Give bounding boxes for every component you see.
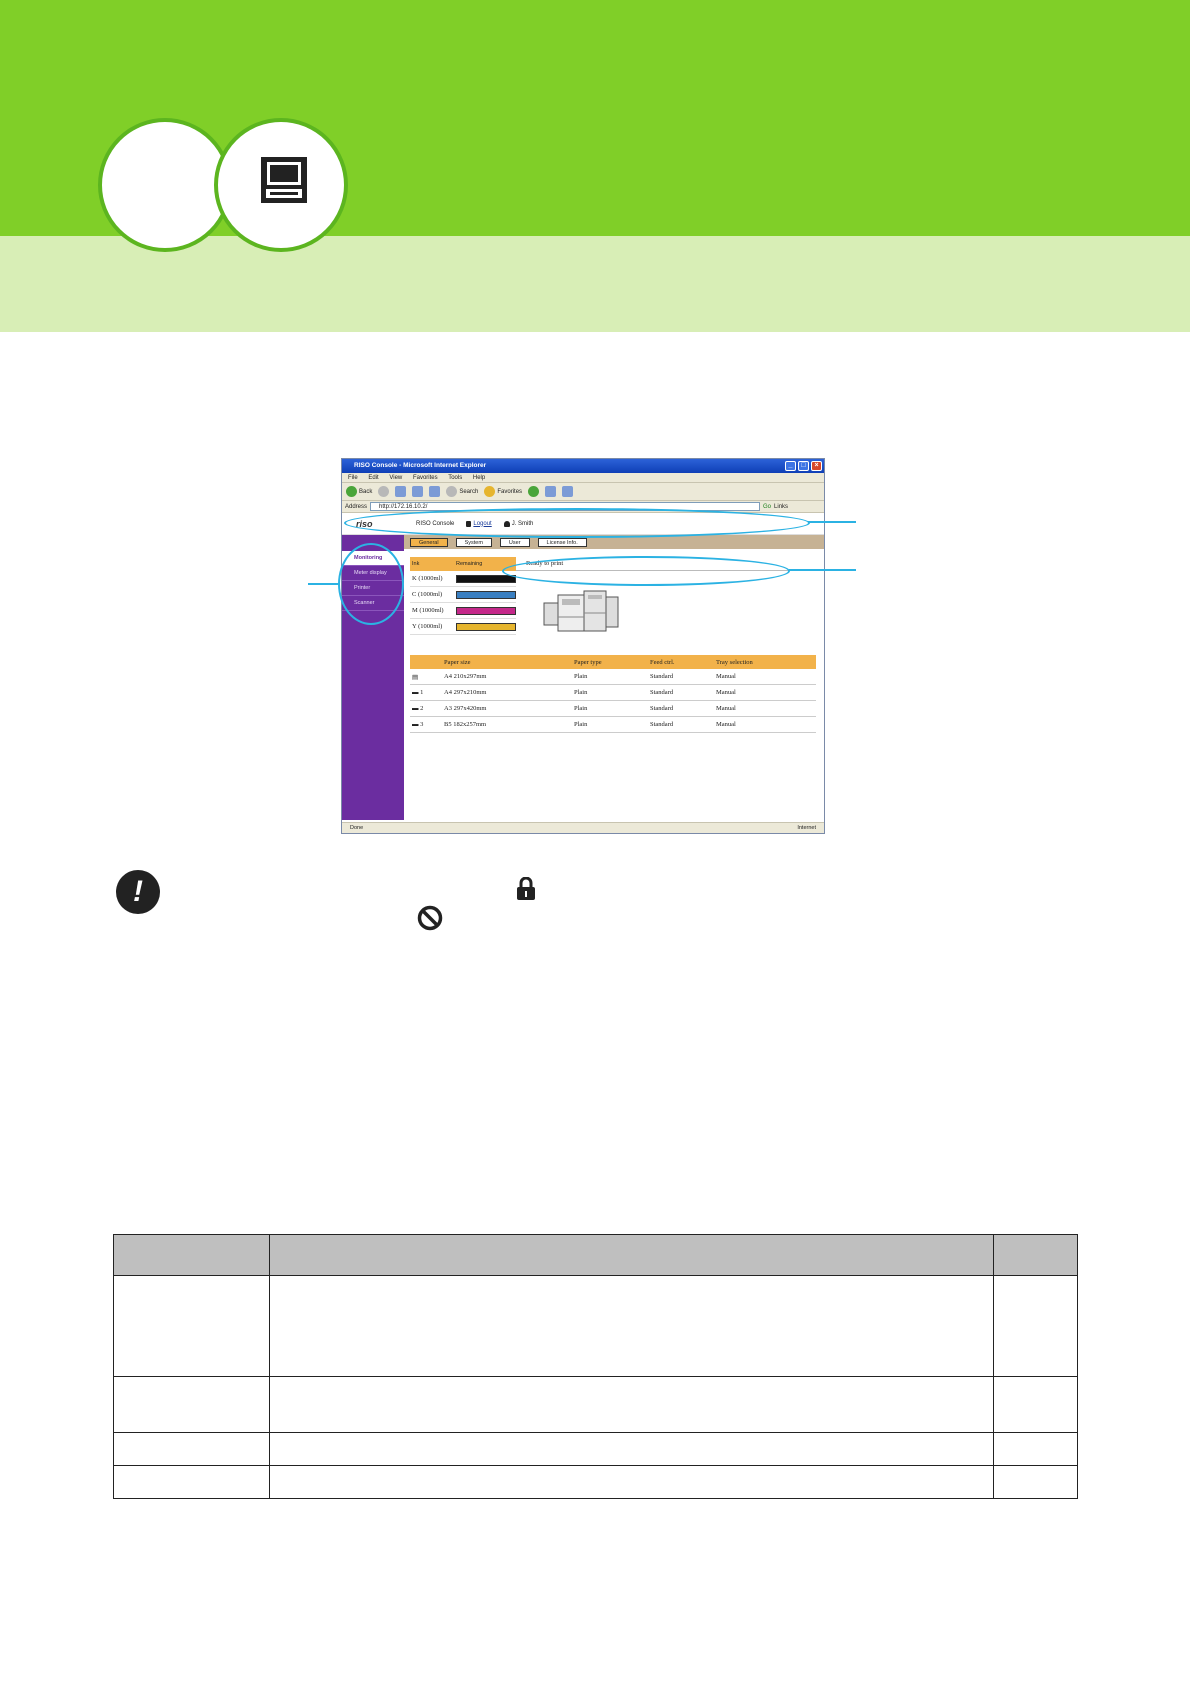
print-button[interactable] [562,486,573,497]
refresh-icon [412,486,423,497]
search-icon [446,486,457,497]
table-row [114,1377,1078,1433]
status-zone: Internet [797,825,816,831]
prohibited-icon [417,905,443,931]
ink-label: C (1000ml) [412,591,443,598]
tray-cell: ▬ 2 [412,705,424,712]
sidebar-item-meter-display[interactable]: Meter display [342,566,404,581]
table-row [410,669,816,685]
back-icon [346,486,357,497]
paper-type-cell: Plain [574,689,588,696]
history-button[interactable] [528,486,539,497]
stop-icon [395,486,406,497]
console-app-name: RISO Console [416,520,455,527]
print-icon [562,486,573,497]
tray-selection-cell: Manual [716,673,736,680]
paper-type-cell: Plain [574,673,588,680]
tray-selection-cell: Manual [716,721,736,728]
ink-table [410,557,516,635]
sidebar-item-scanner[interactable]: Scanner [342,596,404,611]
forward-icon [378,486,389,497]
logout-label[interactable]: Logout [473,520,492,527]
tray-cell: ▬ 1 [412,689,424,696]
tab-license-info[interactable]: License Info. [538,538,587,547]
header-feed-ctrl: Feed ctrl. [650,658,675,666]
browser-title-bar [342,459,824,473]
minimize-icon[interactable]: _ [785,461,796,471]
table-header-cell [114,1235,270,1276]
favorites-button[interactable]: Favorites [484,486,522,497]
home-icon [429,486,440,497]
lock-icon [516,877,536,901]
menu-edit[interactable]: Edit [368,475,379,481]
header-paper-size: Paper size [444,658,471,666]
ink-level-bar [456,623,516,631]
paper-tray-table [410,655,816,733]
callout-line-top-bar [808,521,856,523]
table-row [410,685,816,701]
browser-status-bar [342,822,824,833]
ink-level-bar [456,575,516,583]
sidebar-item-printer[interactable]: Printer [342,581,404,596]
feed-ctrl-cell: Standard [650,673,674,680]
refresh-button[interactable] [412,486,423,497]
close-icon[interactable]: × [811,461,822,471]
ink-row [410,619,516,635]
menu-file[interactable]: File [348,475,358,481]
back-button[interactable]: Back [346,486,372,497]
paper-size-cell: B5 182x257mm [444,721,487,728]
ink-table-header [410,557,516,571]
star-icon [484,486,495,497]
tray-cell: ▤ [412,673,419,681]
header-tray-selection: Tray selection [716,658,753,666]
table-row [410,717,816,733]
ink-level-bar [456,607,516,615]
printer-machine-image [540,587,622,637]
ink-row [410,571,516,587]
callout-line-status [789,569,856,571]
menu-view[interactable]: View [389,475,403,481]
tray-cell: ▬ 3 [412,721,424,728]
menu-favorites[interactable]: Favorites [412,475,438,481]
tray-selection-cell: Manual [716,705,736,712]
callout-line-menu [308,583,339,585]
reference-table [113,1234,1078,1499]
table-header-row [114,1235,1078,1276]
sidebar-item-monitoring[interactable]: Monitoring [342,551,404,566]
browser-menu-bar [342,473,824,483]
paper-size-cell: A3 297x420mm [444,705,487,712]
links-button[interactable]: Links [774,503,789,510]
maximize-icon[interactable]: □ [798,461,809,471]
tab-general[interactable]: General [410,538,448,547]
table-header-cell [269,1235,993,1276]
table-row [410,701,816,717]
ink-level-bar [456,591,516,599]
menu-tools[interactable]: Tools [448,475,463,481]
address-label: Address [345,503,368,510]
table-row [114,1466,1078,1499]
feed-ctrl-cell: Standard [650,705,674,712]
home-button[interactable] [429,486,440,497]
stop-button[interactable] [395,486,406,497]
status-done: Done [350,825,364,831]
tab-system[interactable]: System [456,538,492,547]
ink-label: M (1000ml) [412,607,444,614]
header-paper-type: Paper type [574,658,602,666]
tray-selection-cell: Manual [716,689,736,696]
table-header-cell [994,1235,1078,1276]
address-input[interactable]: http://172.16.10.2/ [370,502,760,511]
table-row [114,1433,1078,1466]
paper-size-cell: A4 297x210mm [444,689,487,696]
browser-toolbar [342,483,824,501]
exclamation-icon: ! [116,870,160,914]
paper-type-cell: Plain [574,705,588,712]
ink-header-ink: Ink [412,561,420,567]
user-name: J. Smith [511,520,534,527]
history-icon [528,486,539,497]
chapter-number-circle [98,118,232,252]
ink-row [410,603,516,619]
tab-user[interactable]: User [500,538,530,547]
ink-label: Y (1000ml) [412,623,443,630]
mail-button[interactable] [545,486,556,497]
mail-icon [545,486,556,497]
forward-button[interactable] [378,486,389,497]
table-row [114,1276,1078,1377]
go-button[interactable]: Go [763,503,772,510]
paper-size-cell: A4 210x297mm [444,673,487,680]
chapter-icon-circle [214,118,348,252]
paper-type-cell: Plain [574,721,588,728]
browser-title: RISO Console - Microsoft Internet Explorer [354,462,487,469]
paper-table-header [410,655,816,669]
ink-label: K (1000ml) [412,575,443,582]
ink-header-remaining: Remaining [456,561,483,567]
printer-status: Ready to print [516,557,820,571]
riso-logo: riso [356,518,373,529]
feed-ctrl-cell: Standard [650,721,674,728]
search-button[interactable]: Search [446,486,478,497]
menu-help[interactable]: Help [472,475,486,481]
ink-row [410,587,516,603]
callout-ellipse-status [502,556,790,586]
feed-ctrl-cell: Standard [650,689,674,696]
callout-ellipse-top-bar [344,508,810,538]
callout-ellipse-menu [338,543,404,625]
computer-monitor-icon [260,156,308,204]
